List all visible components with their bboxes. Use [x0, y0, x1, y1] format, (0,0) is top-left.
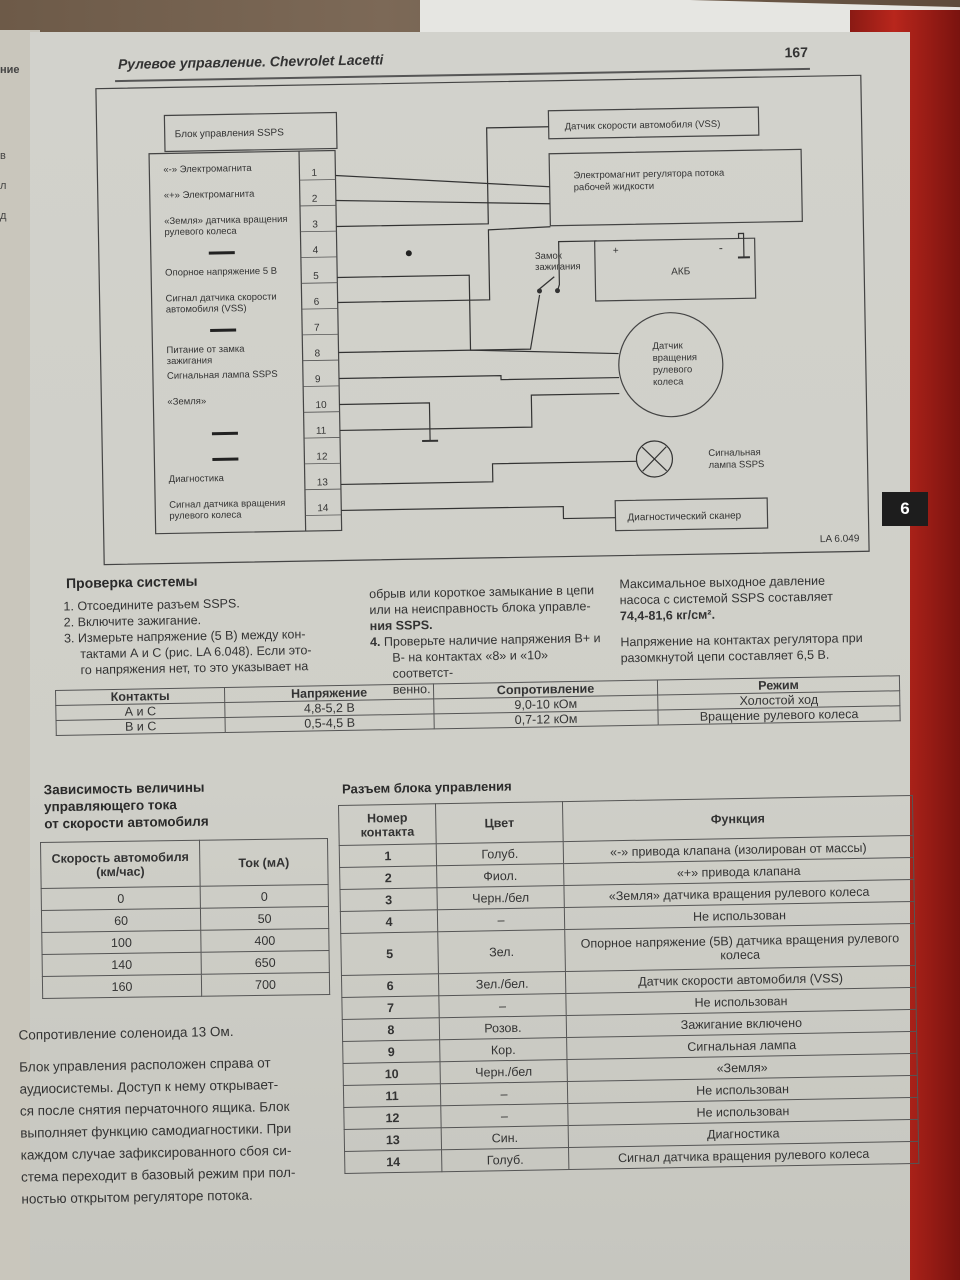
pin-list — [163, 162, 341, 522]
table-cell: 3 — [340, 888, 437, 912]
note-line: Блок управления расположен справа от — [19, 1055, 271, 1075]
note-line: каждом случае зафиксированного сбоя си- — [20, 1142, 292, 1163]
note-line: ся после снятия перчаточного ящика. Блок — [19, 1098, 290, 1119]
lamp-label: Сигнальнаялампа SSPS — [708, 447, 765, 472]
table-cell: 14 — [345, 1150, 442, 1174]
pin-number: 3 — [312, 219, 318, 231]
table-cell: Не использован — [566, 987, 916, 1015]
pin-label: Сигнал датчика вращениярулевого колеса — [169, 497, 286, 522]
pin-number: 14 — [317, 503, 329, 515]
wires — [335, 123, 755, 522]
table-cell: «+» привода клапана — [564, 857, 914, 885]
table-row: В и С 0,5-4,5 В 0,7-12 кОм Вращение рулевого колеса — [56, 706, 900, 736]
table-cell: Не использован — [564, 901, 914, 929]
check-step: го напряжения нет, то это указывает на — [80, 659, 309, 678]
table-row: 100 400 — [42, 928, 329, 954]
pin-number: 5 — [313, 271, 319, 283]
pin-label: Питание от замказажигания — [166, 343, 245, 368]
check-step-4: 4. Проверьте наличие напряжения В+ и — [369, 631, 601, 650]
connector-table — [338, 795, 919, 1174]
table-cell: 1 — [339, 844, 436, 868]
diagram-id: LA 6.049 — [819, 533, 860, 546]
table-cell: 12 — [344, 1106, 441, 1130]
table-cell: Черн./бел — [440, 1060, 567, 1084]
table-cell: 5 — [341, 932, 439, 976]
pin-number: 7 — [314, 322, 320, 334]
pin-number: 13 — [316, 477, 329, 489]
table-cell: – — [441, 1104, 568, 1128]
table-cell: 8 — [342, 1018, 439, 1042]
table-cell: Голуб. — [442, 1148, 569, 1172]
table-header-row: Номер контакта Цвет Функция — [339, 795, 914, 845]
pin-label: Сигнальная лампа SSPS — [166, 368, 278, 382]
check-steps — [63, 594, 344, 679]
pin-label: Опорное напряжение 5 В — [165, 265, 278, 279]
pin-number: 8 — [314, 348, 321, 360]
connector-title: Разъем блока управления — [341, 778, 512, 797]
table-cell: Зел. — [438, 930, 566, 974]
scanner-label: Диагностический сканер — [627, 510, 742, 524]
pin-number: 6 — [313, 296, 320, 308]
pin-number: 4 — [312, 245, 319, 257]
pin-number: 10 — [315, 399, 327, 412]
speed-title: Зависимость величины управляющего тока от скорости автомобиля — [43, 779, 209, 832]
note-line: стема переходит в базовый режим при пол- — [20, 1164, 296, 1185]
table-cell: – — [437, 908, 564, 932]
check-title: Проверка системы — [65, 572, 198, 592]
pin-label: «Земля» — [167, 395, 207, 408]
note-line: Сопротивление соленоида 13 Ом. — [18, 1023, 234, 1043]
notes — [18, 1019, 321, 1210]
table-cell: 2 — [340, 866, 437, 890]
left-fragment: в — [0, 150, 6, 162]
check-col3: Максимальное выходное давление насоса с системой SSPS составляет 74,4-81,6 кг/см². Напряжение на контактах регулятора при разомкнутой цепи составляет 6,5 В. — [619, 573, 863, 666]
chapter-tab: 6 — [882, 492, 928, 526]
table-cell: Син. — [441, 1126, 568, 1150]
battery-plus: + — [612, 245, 619, 257]
pin-number: 12 — [316, 451, 328, 463]
control-unit-title: Блок управления SSPS — [174, 127, 284, 141]
table-cell: 4 — [340, 910, 437, 934]
table-cell: Опорное напряжение (5В) датчика вращения рулевого колеса — [565, 923, 916, 971]
check-step: 2. Включите зажигание. — [63, 613, 202, 630]
table-header-row: Скорость автомобиля (км/час) Ток (мА) — [41, 838, 329, 888]
battery-minus: - — [718, 240, 723, 255]
note-line: ностью открытом регуляторе потока. — [21, 1187, 253, 1207]
table-cell: Сигнал датчика вращения рулевого колеса — [569, 1141, 919, 1169]
pin-label: «+» Электромагнита — [163, 188, 255, 202]
pin-label: Сигнал датчика скоростиавтомобиля (VSS) — [165, 291, 277, 316]
table-cell: 6 — [341, 974, 438, 998]
check-col2: обрыв или короткое замыкание в цепи или на неисправность блока управле- ния SSPS. 4. Проверьте наличие напряжения В+ и В- на контактах «8» и «10» соответст- венно. — [369, 582, 611, 698]
table-cell: Кор. — [440, 1038, 567, 1062]
table-cell: Зажигание включено — [566, 1009, 916, 1037]
table-cell: Черн./бел — [437, 886, 564, 910]
pin-number: 11 — [315, 425, 327, 437]
table-cell: Зел./бел. — [438, 972, 565, 996]
check-step: 1. Отсоедините разъем SSPS. — [63, 596, 240, 614]
table-cell: «-» привода клапана (изолирован от массы) — [563, 835, 913, 863]
table-cell: 7 — [342, 996, 439, 1020]
left-fragment: д — [0, 210, 7, 222]
speed-current-table — [40, 838, 330, 999]
solenoid-label: Электромагнит регулятора потокарабочей жидкости — [573, 167, 725, 194]
note-line: выполняет функцию самодиагностики. При — [20, 1120, 292, 1141]
table-cell: Фиол. — [437, 864, 564, 888]
table-row: 160 700 — [42, 972, 329, 998]
table-cell: «Земля» — [567, 1053, 917, 1081]
table-row: А и С 4,8-5,2 В 9,0-10 кОм Холостой ход — [56, 691, 900, 721]
table-cell: Датчик скорости автомобиля (VSS) — [565, 965, 915, 993]
pin-number: 1 — [311, 167, 318, 179]
vss-sensor-label: Датчик скорости автомобиля (VSS) — [564, 118, 721, 133]
page-number: 167 — [784, 43, 809, 61]
pin-number: 9 — [314, 374, 321, 386]
ignition-switch — [539, 277, 554, 289]
table-row: 60 50 — [41, 906, 328, 932]
battery-label: АКБ — [671, 266, 691, 278]
pin-label: Диагностика — [168, 473, 224, 486]
table-cell: Не использован — [567, 1075, 917, 1103]
table-cell: Диагностика — [568, 1119, 918, 1147]
connector-rows — [339, 835, 919, 1173]
table-cell: – — [439, 994, 566, 1018]
table-cell: «Земля» датчика вращения рулевого колеса — [564, 879, 914, 907]
left-fragment: ние — [0, 64, 20, 76]
note-line: аудиосистемы. Доступ к нему открывает- — [19, 1077, 279, 1097]
table-cell: Не использован — [568, 1097, 918, 1125]
table-cell: 13 — [344, 1128, 441, 1152]
pin-label: «-» Электромагнита — [163, 162, 252, 176]
table-cell: – — [440, 1082, 567, 1106]
check-step: тактами А и С (рис. LA 6.048). Если это- — [80, 643, 312, 662]
table-cell: Голуб. — [436, 842, 563, 866]
table-cell: Розов. — [439, 1016, 566, 1040]
diagram-frame — [96, 75, 869, 564]
check-step: 3. Измерьте напряжение (5 В) между кон- — [63, 627, 306, 646]
table-cell: Сигнальная лампа — [567, 1031, 917, 1059]
header-title: Рулевое управление. Chevrolet Lacetti — [117, 51, 384, 73]
table-cell: 10 — [343, 1062, 440, 1086]
ignition-label: Замокзажигания — [534, 250, 581, 274]
steering-sensor-label: Датчиквращениярулевогоколеса — [652, 340, 698, 388]
table-cell: 9 — [343, 1040, 440, 1064]
table-header-row: Контакты Напряжение Сопротивление Режим — [56, 676, 900, 706]
table-cell: 11 — [343, 1084, 440, 1108]
table-row: 140 650 — [42, 950, 329, 976]
pin-number: 2 — [311, 193, 318, 205]
table-row: 0 0 — [41, 884, 328, 910]
left-fragment: л — [0, 180, 7, 192]
pin-label: «Земля» датчика вращениярулевого колеса — [164, 213, 288, 239]
